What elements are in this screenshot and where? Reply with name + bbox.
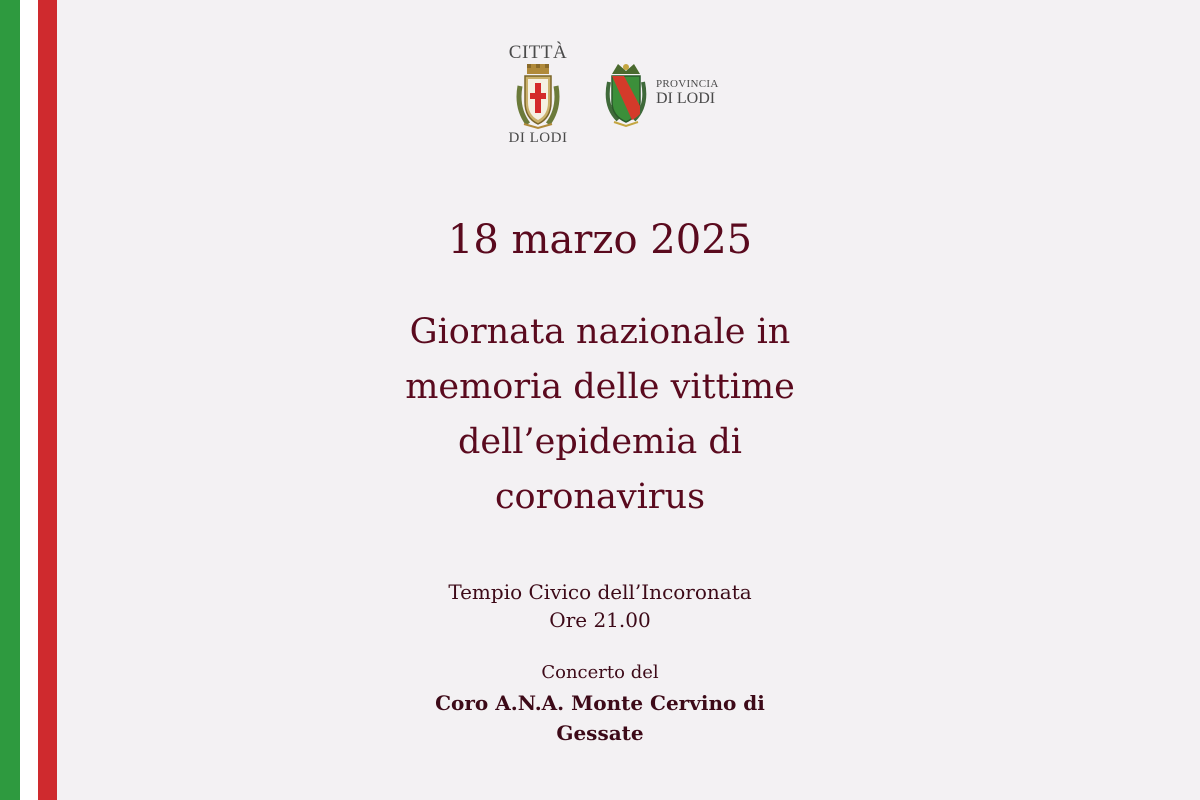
logos-header [0,42,1200,152]
event-title-line: Giornata nazionale in [409,312,791,352]
performer-line: Coro A.N.A. Monte Cervino di [435,691,765,715]
event-venue [0,578,1200,634]
provincia-logo-line1: PROVINCIA [656,78,719,90]
concert-performer [0,688,1200,748]
provincia-di-lodi-logo [604,62,734,128]
city-coat-of-arms-icon [514,64,562,130]
event-title [300,305,900,525]
concert-intro: Concerto del [541,662,659,683]
venue-place: Tempio Civico dell’Incoronata [448,580,752,604]
event-title-line: dell’epidemia di [457,422,743,462]
citta-logo-line1: CITTÀ [508,42,568,63]
performer-line: Gessate [556,721,644,745]
venue-time: Ore 21.00 [549,608,651,632]
event-date: 18 marzo 2025 [447,217,753,263]
citta-logo-line2: DI LODI [508,130,568,146]
provincia-logo-line2: DI LODI [656,90,716,107]
event-title-line: memoria delle vittime [405,367,795,407]
event-title-line: coronavirus [494,477,706,517]
citta-di-lodi-logo [500,42,576,152]
province-coat-of-arms-icon [604,62,648,128]
